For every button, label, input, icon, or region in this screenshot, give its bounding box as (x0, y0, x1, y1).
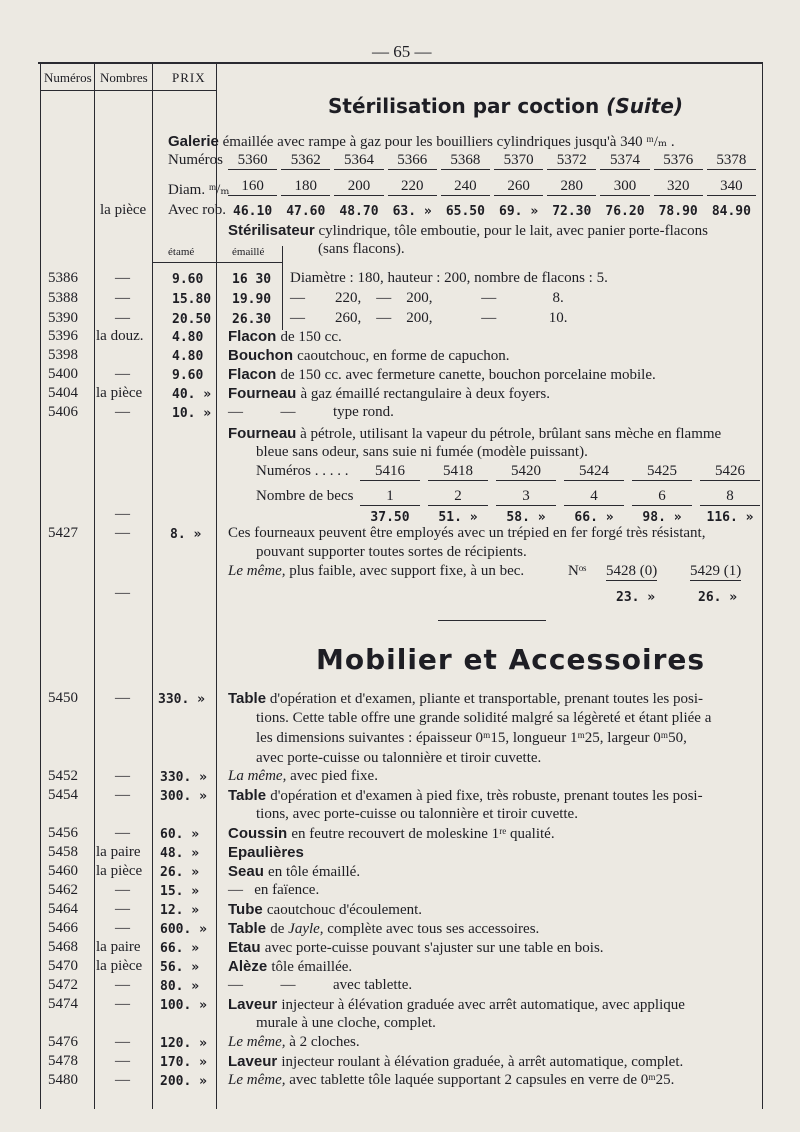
row-italic: Le même, (228, 1034, 290, 1050)
row-5427-prix: 8. » (170, 527, 202, 542)
row-product-label: Coussin (228, 825, 292, 842)
nos-price-0: 23. » (616, 590, 656, 605)
row-prix-etame: 15.80 (172, 292, 212, 307)
row-num: 5474 (48, 996, 78, 1012)
fourneau-numero: 5425 (632, 463, 692, 481)
row-prix: 12. » (160, 903, 200, 918)
row-prix: 66. » (160, 941, 200, 956)
row-text: — — type rond. (228, 404, 394, 420)
galerie-numero: 5364 (334, 152, 383, 170)
row-product-label: Bouchon (228, 347, 298, 364)
row-nombre: — (115, 825, 130, 841)
row-prix: 200. » (160, 1074, 207, 1089)
row-desc (228, 996, 685, 1014)
header-numeros: Numéros (44, 70, 92, 85)
row-nombre: la paire (96, 939, 141, 955)
row-text: caoutchouc d'écoulement. (266, 902, 423, 918)
nos-1: 5429 (1) (690, 563, 742, 579)
row-5427-nombre2: — (115, 585, 130, 601)
row-text: de 150 cc. (280, 329, 342, 345)
row-nombre: la paire (96, 844, 141, 860)
row-prix-etame: 20.50 (172, 312, 212, 327)
row-product-label: Table (228, 787, 271, 804)
row-nombre: — (115, 310, 130, 326)
galerie-numero: 5368 (441, 152, 490, 170)
row-nombre: la pièce (96, 863, 143, 879)
fourneau-numero: 5424 (564, 463, 624, 481)
galerie-price: 78.90 (658, 204, 698, 219)
col-divider-1 (94, 64, 95, 1109)
row-desc-cont: tions, avec porte-cuisse ou talonnière et tiroir cuvette. (256, 806, 578, 822)
row-5450-line2: tions. Cette table offre une grande solidité malgré sa légèreté et étant pliée a (256, 710, 712, 726)
galerie-diam: 200 (334, 178, 383, 196)
sterilisateur-rule (152, 262, 282, 263)
row-text: — — avec tablette. (228, 977, 413, 993)
sterilisateur-label: Stérilisateur (228, 222, 315, 239)
le-meme: Le même, (228, 563, 286, 579)
row-num: 5390 (48, 310, 78, 326)
galerie-nombre: la pièce (100, 202, 147, 218)
row-nombre: — (115, 901, 130, 917)
row-desc (228, 901, 422, 919)
table-label: Table (228, 690, 267, 707)
galerie-price: 65.50 (445, 204, 485, 219)
row-text: — en faïence. (228, 882, 320, 898)
nos-label: Nᵒˢ (568, 563, 587, 579)
galerie-rob-label: Avec rob. (168, 202, 227, 218)
row-product-label: Epaulières (228, 844, 309, 861)
row-prix: 9.60 (172, 368, 204, 383)
row-5427-nombre: — (115, 525, 130, 541)
row-prix-emaille: 26.30 (232, 312, 272, 327)
row-num: 5470 (48, 958, 78, 974)
row-text: à gaz émaillé rectangulaire à deux foyers. (300, 386, 550, 402)
galerie-label: Galerie (168, 133, 219, 150)
right-border (762, 64, 763, 1109)
row-product-label: Laveur (228, 996, 282, 1013)
row-text: d'opération et d'examen à pied fixe, très robuste, prenant toutes les posi- (270, 788, 703, 804)
row-nombre: — (115, 1053, 130, 1069)
row-num: 5454 (48, 787, 78, 803)
galerie-numero: 5376 (654, 152, 703, 170)
fourneau-petrole-line2: bleue sans odeur, sans suie ni fumée (modèle puissant). (256, 444, 588, 460)
fourneau-price: 37.50 (370, 510, 410, 525)
row-text: en feutre recouvert de moleskine 1ʳᵉ qualité. (291, 826, 555, 842)
row-product-label: Alèze (228, 958, 272, 975)
row-product-label: Flacon (228, 366, 281, 383)
galerie-diam: 180 (281, 178, 330, 196)
row-prix: 300. » (160, 789, 207, 804)
galerie-diam: 340 (707, 178, 756, 196)
row-desc (228, 882, 319, 899)
nos-0: 5428 (0) (606, 563, 658, 579)
row-prix: 330. » (160, 770, 207, 785)
row-text: avec porte-cuisse pouvant s'ajuster sur une table en bois. (264, 940, 604, 956)
row-nombre: — (115, 270, 130, 286)
fourneau-price: 51. » (438, 510, 478, 525)
row-desc (228, 404, 394, 421)
row-desc (228, 347, 510, 365)
row-5427-num: 5427 (48, 525, 78, 541)
fourneau-petrole-line1: à pétrole, utilisant la vapeur du pétrole, brûlant sans mèche en flamme (300, 426, 722, 442)
row-num: 5396 (48, 328, 78, 344)
row-num: 5480 (48, 1072, 78, 1088)
galerie-price: 48.70 (339, 204, 379, 219)
row-num: 5388 (48, 290, 78, 306)
row-text: caoutchouc, en forme de capuchon. (297, 348, 510, 364)
row-5427-line2: pouvant supporter toutes sortes de récipients. (256, 544, 527, 560)
galerie-numero: 5362 (281, 152, 330, 170)
fourneau-price: 98. » (642, 510, 682, 525)
row-desc (228, 825, 555, 843)
fourneau-becs-label: Nombre de becs (256, 488, 354, 504)
row-prix: 15. » (160, 884, 200, 899)
row-num: 5472 (48, 977, 78, 993)
header-rule (40, 90, 216, 91)
row-text: injecteur roulant à élévation graduée, à arrêt automatique, complet. (281, 1054, 684, 1070)
row-desc (228, 1072, 674, 1089)
fourneau-price: 66. » (574, 510, 614, 525)
row-desc (228, 787, 703, 805)
left-border (40, 64, 41, 1109)
galerie-diam: 260 (494, 178, 543, 196)
fourneau-price: 58. » (506, 510, 546, 525)
galerie-numero: 5366 (388, 152, 437, 170)
row-num: 5466 (48, 920, 78, 936)
row-prix: 26. » (160, 865, 200, 880)
galerie-diam: 220 (388, 178, 437, 196)
row-num: 5456 (48, 825, 78, 841)
galerie-price: 63. » (392, 204, 432, 219)
row-5427-line3 (228, 563, 524, 580)
row-product-label: Table (228, 920, 271, 937)
fourneau-numero: 5416 (360, 463, 420, 481)
row-text: injecteur à élévation graduée avec arrêt automatique, avec applique (281, 997, 685, 1013)
fourneau-numero: 5426 (700, 463, 760, 481)
row-num: 5386 (48, 270, 78, 286)
row-5450-line3: les dimensions suivantes : épaisseur 0ᵐ15, longueur 1ᵐ25, largeur 0ᵐ50, (256, 730, 687, 746)
row-num: 5462 (48, 882, 78, 898)
row-prix: 60. » (160, 827, 200, 842)
fourneau-becs: 2 (428, 488, 488, 506)
row-nombre: — (115, 882, 130, 898)
row-desc (228, 1053, 683, 1071)
row-num: 5452 (48, 768, 78, 784)
row-product-label: Etau (228, 939, 265, 956)
row-desc (228, 385, 550, 403)
galerie-diam: 240 (441, 178, 490, 196)
col-divider-2 (152, 64, 153, 1109)
row-desc (228, 1034, 360, 1051)
row-5450-line1 (228, 690, 703, 708)
galerie-price: 72.30 (552, 204, 592, 219)
fourneau-becs: 3 (496, 488, 556, 506)
row-nombre: — (115, 1034, 130, 1050)
row-text: de 150 cc. avec fermeture canette, bouchon porcelaine mobile. (280, 367, 656, 383)
galerie-numero: 5374 (600, 152, 649, 170)
galerie-price: 76.20 (605, 204, 645, 219)
row-product-label: Laveur (228, 1053, 282, 1070)
nos-price-1: 26. » (698, 590, 738, 605)
galerie-numeros-label: Numéros (168, 152, 223, 168)
galerie-diam: 280 (547, 178, 596, 196)
galerie-diam: 300 (600, 178, 649, 196)
fourneau-becs: 4 (564, 488, 624, 506)
fourneau-becs: 1 (360, 488, 420, 506)
row-desc: — 220, — 200, — 8. (290, 290, 564, 306)
row-text: avec tablette tôle laquée supportant 2 capsules en verre de 0ᵐ25. (289, 1072, 675, 1088)
row-text: à 2 cloches. (289, 1034, 360, 1050)
row-num: 5478 (48, 1053, 78, 1069)
section-title-suffix: (Suite) (606, 94, 684, 118)
row-5450-prix: 330. » (158, 692, 205, 707)
row-text-after: complète avec tous ses accessoires. (323, 921, 540, 937)
fourneau-petrole-label: Fourneau (228, 425, 297, 442)
row-nombre: — (115, 404, 130, 420)
row-product-label: Seau (228, 863, 269, 880)
section-title-sterilisation (328, 94, 683, 118)
row-prix: 600. » (160, 922, 207, 937)
row-desc (228, 939, 604, 957)
galerie-diam: 320 (654, 178, 703, 196)
row-nombre: — (115, 920, 130, 936)
row-5450-line4: avec porte-cuisse ou talonnière et tiroir cuvette. (256, 750, 542, 766)
row-text: avec pied fixe. (290, 768, 378, 784)
row-prix: 4.80 (172, 349, 204, 364)
row-5450-nombre: — (115, 690, 130, 706)
row-prix-etame: 9.60 (172, 272, 204, 287)
row-prix: 80. » (160, 979, 200, 994)
col-emaille: émaillé (232, 246, 265, 258)
row-prix: 4.80 (172, 330, 204, 345)
row-desc (228, 920, 539, 938)
section-divider (438, 620, 546, 621)
table-text: d'opération et d'examen, pliante et transportable, prenant toutes les posi- (269, 691, 704, 707)
row-nombre: — (115, 1072, 130, 1088)
row-5427-line1: Ces fourneaux peuvent être employés avec un trépied en fer forgé très résistant, (228, 525, 706, 541)
row-product-label: Tube (228, 901, 267, 918)
page-number: — 65 — (372, 42, 432, 61)
row-desc: Diamètre : 180, hauteur : 200, nombre de flacons : 5. (290, 270, 608, 286)
fourneau-numero: 5420 (496, 463, 556, 481)
galerie-diam-label: Diam. ᵐ/ₘ (168, 182, 230, 198)
row-num: 5400 (48, 366, 78, 382)
galerie-numero: 5372 (547, 152, 596, 170)
row-prix: 120. » (160, 1036, 207, 1051)
section-title-mobilier: Mobilier et Accessoires (316, 643, 706, 676)
galerie-price: 46.10 (233, 204, 273, 219)
row-prix: 170. » (160, 1055, 207, 1070)
row-nombre: — (115, 290, 130, 306)
row-num: 5476 (48, 1034, 78, 1050)
galerie-numero: 5360 (228, 152, 277, 170)
row-desc (228, 863, 360, 881)
row-desc (228, 328, 342, 346)
row-nombre: — (115, 787, 130, 803)
row-nombre: la pièce (96, 958, 143, 974)
top-rule (38, 62, 763, 64)
row-desc (228, 768, 378, 785)
row-nombre: — (115, 366, 130, 382)
row-num: 5468 (48, 939, 78, 955)
header-prix: PRIX (172, 70, 206, 85)
row-num: 5404 (48, 385, 78, 401)
row-text: tôle émaillée. (271, 959, 353, 975)
row-nombre: — (115, 977, 130, 993)
sterilisateur-desc (228, 222, 708, 240)
galerie-price: 47.60 (286, 204, 326, 219)
row-desc (228, 844, 308, 862)
galerie-price: 69. » (499, 204, 539, 219)
fourneau-petrole-desc (228, 425, 721, 443)
col-etame: étamé (168, 246, 195, 258)
row-text-italic: Jayle, (288, 921, 324, 937)
row-prix: 48. » (160, 846, 200, 861)
row-prix: 40. » (172, 387, 212, 402)
galerie-desc (168, 132, 675, 151)
row-desc (228, 958, 352, 976)
row-desc (228, 366, 656, 384)
row-num: 5406 (48, 404, 78, 420)
row-prix-emaille: 19.90 (232, 292, 272, 307)
row-nombre: — (115, 768, 130, 784)
sterilisateur-text: cylindrique, tôle emboutie, pour le lait, avec panier porte-flacons (318, 223, 708, 239)
row-nombre: la douz. (96, 328, 144, 344)
fourneau-price: 116. » (706, 510, 754, 525)
row-prix: 10. » (172, 406, 212, 421)
row-prix: 56. » (160, 960, 200, 975)
galerie-text: émaillée avec rampe à gaz pour les bouilliers cylindriques jusqu'à 340 ᵐ/ₘ . (222, 134, 675, 150)
row-italic: Le même, (228, 1072, 290, 1088)
row-num: 5458 (48, 844, 78, 860)
row-italic: La même, (228, 768, 291, 784)
row-product-label: Fourneau (228, 385, 301, 402)
row-num: 5460 (48, 863, 78, 879)
fourneau-becs: 8 (700, 488, 760, 506)
fourneau-numero: 5418 (428, 463, 488, 481)
fourneau-nombre: — (115, 506, 130, 522)
row-product-label: Flacon (228, 328, 281, 345)
fourneau-becs: 6 (632, 488, 692, 506)
row-text: en tôle émaillé. (268, 864, 361, 880)
sterilisateur-text2: (sans flacons). (318, 241, 405, 257)
galerie-numero: 5378 (707, 152, 756, 170)
galerie-price: 84.90 (711, 204, 751, 219)
row-desc-cont: murale à une cloche, complet. (256, 1015, 436, 1031)
row-text: de (270, 921, 289, 937)
row-desc (228, 977, 412, 994)
header-nombres: Nombres (100, 70, 148, 85)
row-desc: — 260, — 200, — 10. (290, 310, 568, 326)
fourneau-numeros-label: Numéros . . . . . (256, 463, 349, 479)
section-title-text: Stérilisation par coction (328, 94, 600, 118)
galerie-diam: 160 (228, 178, 277, 196)
row-prix-emaille: 16 30 (232, 272, 272, 287)
sterilisateur-bracket (216, 220, 217, 242)
row-prix: 100. » (160, 998, 207, 1013)
galerie-numero: 5370 (494, 152, 543, 170)
emaille-divider (282, 246, 283, 330)
row-num: 5464 (48, 901, 78, 917)
row-num: 5398 (48, 347, 78, 363)
row-5450-num: 5450 (48, 690, 78, 706)
row-nombre: la pièce (96, 385, 143, 401)
row-5427-line3-text: plus faible, avec support fixe, à un bec. (289, 563, 525, 579)
row-nombre: — (115, 996, 130, 1012)
